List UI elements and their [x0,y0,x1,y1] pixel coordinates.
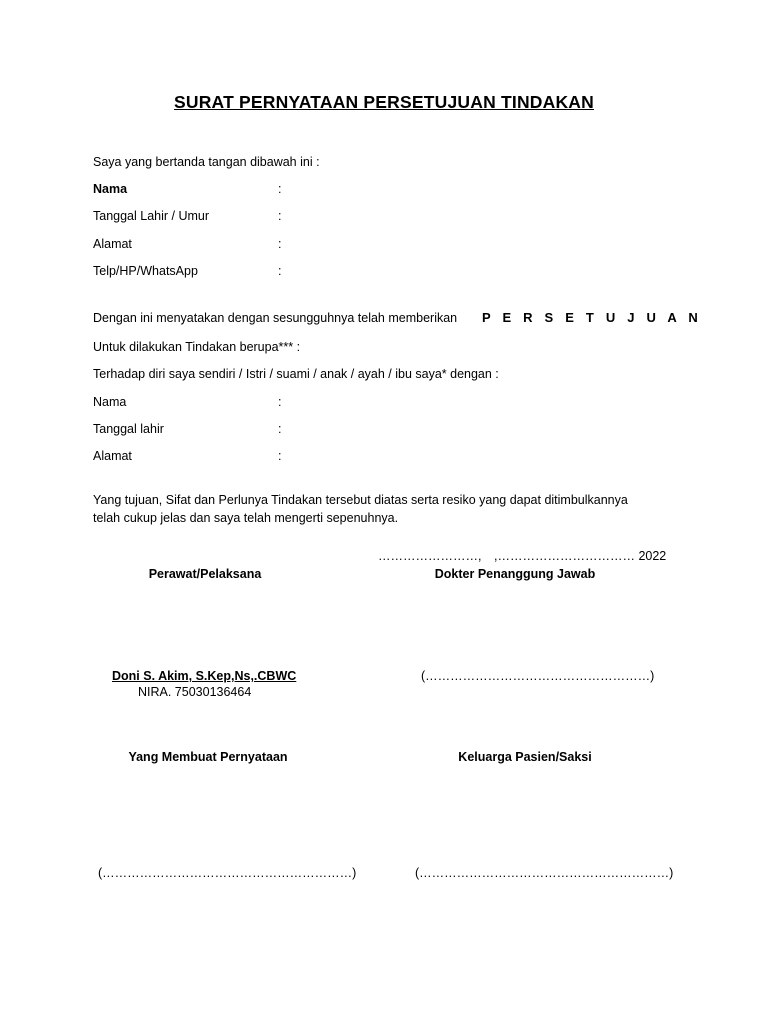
field-colon: : [278,395,282,409]
field-label-alamat-2: Alamat [93,449,132,463]
field-label-tanggal-lahir: Tanggal lahir [93,422,164,436]
field-colon: : [278,264,282,278]
paragraph-line-1: Yang tujuan, Sifat dan Perlunya Tindakan tersebut diatas serta resiko yang dapat ditimbulkannya [93,493,628,507]
doctor-signature-blank: (………………………………………………) [421,669,655,683]
sign-role-declarant: Yang Membuat Pernyataan [128,750,288,764]
field-colon: : [278,209,282,223]
field-label-nama: Nama [93,182,128,196]
declarant-signature-blank: (……………………………………………………) [98,866,357,880]
against-line: Terhadap diri saya sendiri / Istri / suami / anak / ayah / ibu saya* dengan : [93,367,499,381]
nurse-nira: NIRA. 75030136464 [138,685,252,699]
field-label-tanggal-lahir-umur: Tanggal Lahir / Umur [93,209,210,223]
field-label-nama-2: Nama [93,395,127,409]
witness-signature-blank: (……………………………………………………) [415,866,674,880]
field-colon: : [278,182,282,196]
field-colon: : [278,237,282,251]
date-day-year: ,…………………………… 2022 [494,549,667,563]
intro-text: Saya yang bertanda tangan dibawah ini : [93,155,320,169]
sign-role-nurse: Perawat/Pelaksana [148,567,262,581]
sign-role-doctor: Dokter Penanggung Jawab [434,567,596,581]
document-title: SURAT PERNYATAAN PERSETUJUAN TINDAKAN [174,92,594,112]
field-colon: : [278,449,282,463]
field-label-telp: Telp/HP/WhatsApp [93,264,198,278]
sign-role-family-witness: Keluarga Pasien/Saksi [458,750,592,764]
date-place: ……………………, [378,549,482,563]
statement-emphasis: P E R S E T U J U A N [482,310,702,325]
paragraph-line-2: telah cukup jelas dan saya telah mengerti sepenuhnya. [93,511,399,525]
action-line: Untuk dilakukan Tindakan berupa*** : [93,340,301,354]
field-colon: : [278,422,282,436]
statement-text: Dengan ini menyatakan dengan sesungguhnya telah memberikan [93,311,458,325]
nurse-name: Doni S. Akim, S.Kep,Ns,.CBWC [112,669,297,683]
field-label-alamat: Alamat [93,237,132,251]
